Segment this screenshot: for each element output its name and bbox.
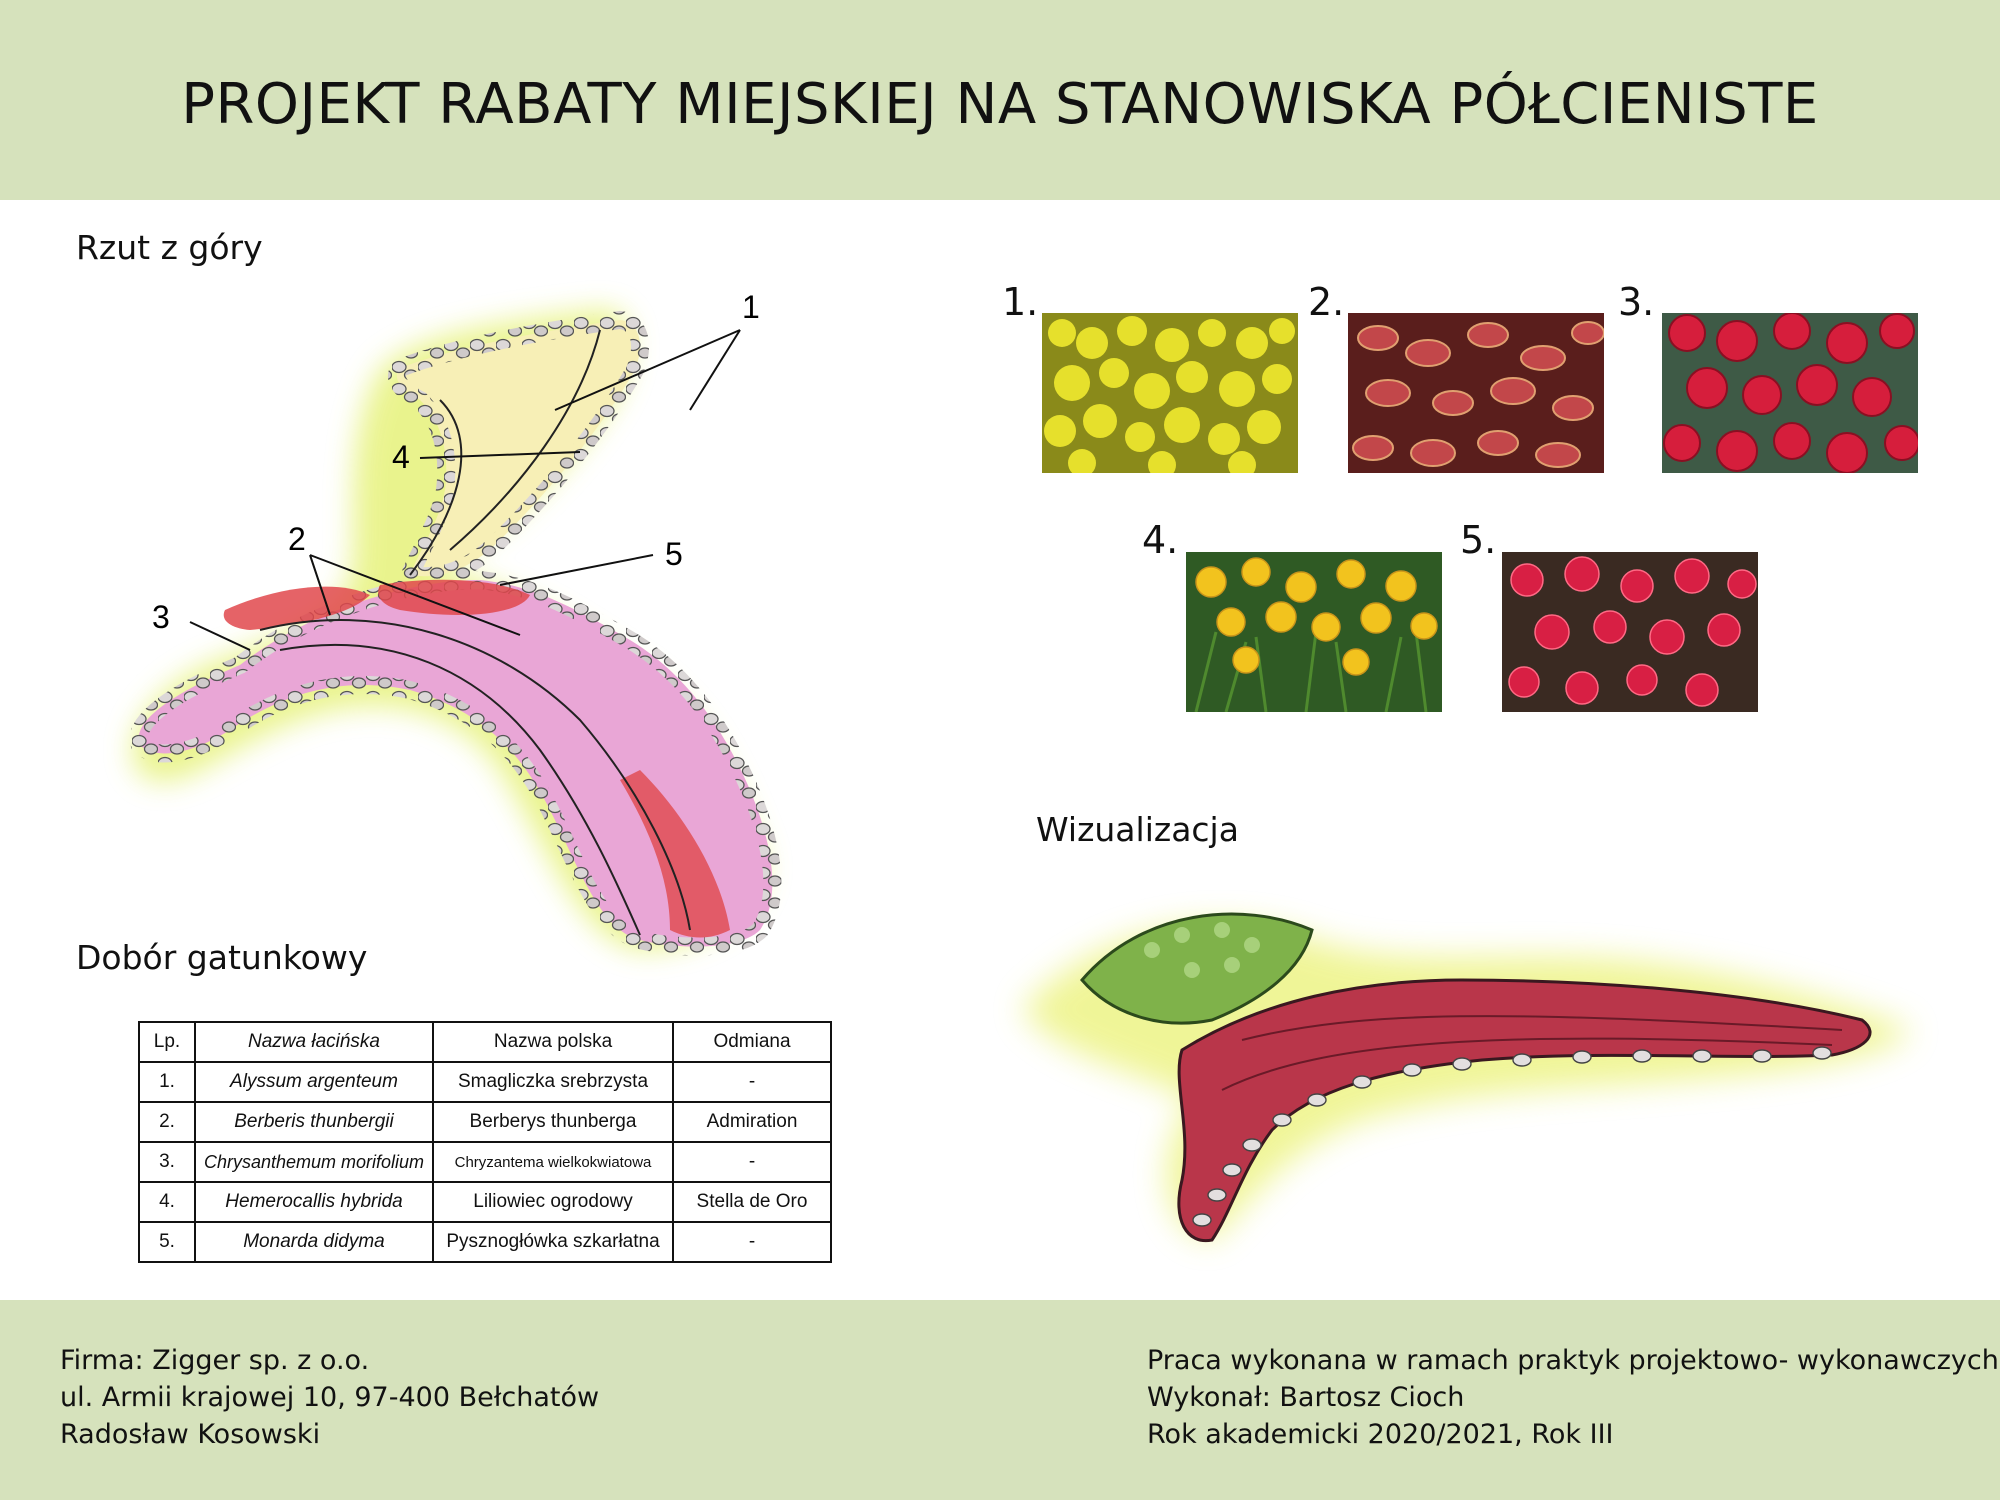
table-cell: Smagliczka srebrzysta [433, 1062, 673, 1102]
plan-label-2: 2 [288, 521, 306, 557]
photo-hemerocallis [1186, 552, 1442, 712]
photo-number-2: 2. [1308, 280, 1345, 324]
table-cell: 3. [139, 1142, 195, 1182]
plan-section-label: Rzut z góry [76, 228, 263, 267]
table-row [139, 1182, 831, 1222]
footer-address: ul. Armii krajowej 10, 97-400 Bełchatów [60, 1382, 600, 1413]
table-cell: - [673, 1142, 831, 1182]
page-title: PROJEKT RABATY MIEJSKIEJ NA STANOWISKA PÓŁCIENISTE [181, 72, 1819, 137]
species-section-label: Dobór gatunkowy [76, 938, 368, 977]
table-cell: Liliowiec ogrodowy [433, 1182, 673, 1222]
visualization-section-label: Wizualizacja [1036, 810, 1239, 849]
table-header-row [139, 1022, 831, 1062]
table-header-variety: Odmiana [673, 1022, 831, 1062]
plan-view-drawing [80, 250, 900, 1010]
footer-work-description: Praca wykonana w ramach praktyk projektowo- wykonawczych [1147, 1345, 1999, 1376]
table-cell: - [673, 1222, 831, 1262]
plan-label-4: 4 [392, 439, 410, 475]
footer-author-info [1147, 1342, 1999, 1453]
table-cell: Hemerocallis hybrida [195, 1182, 433, 1222]
table-cell: Admiration [673, 1102, 831, 1142]
photo-number-4: 4. [1142, 518, 1179, 562]
leader-line-1b [690, 330, 740, 410]
plan-label-5: 5 [665, 536, 683, 572]
photo-number-3: 3. [1618, 280, 1655, 324]
header-band [0, 0, 2000, 200]
table-cell: Chrysanthemum morifolium [195, 1142, 433, 1182]
species-table [138, 1021, 832, 1263]
plan-label-3: 3 [152, 599, 170, 635]
leader-line-5 [500, 555, 653, 585]
table-row [139, 1142, 831, 1182]
table-cell: 4. [139, 1182, 195, 1222]
visualization-drawing [982, 860, 1962, 1280]
table-cell: Stella de Oro [673, 1182, 831, 1222]
table-cell: - [673, 1062, 831, 1102]
table-row [139, 1222, 831, 1262]
footer-company: Firma: Zigger sp. z o.o. [60, 1345, 370, 1376]
photo-alyssum [1042, 313, 1298, 473]
table-header-latin: Nazwa łacińska [195, 1022, 433, 1062]
plan-label-1: 1 [742, 289, 760, 325]
table-row [139, 1062, 831, 1102]
table-cell: Berberys thunberga [433, 1102, 673, 1142]
table-cell: Monarda didyma [195, 1222, 433, 1262]
table-cell: Chryzantema wielkokwiatowa [433, 1142, 673, 1182]
photo-number-5: 5. [1460, 518, 1497, 562]
photo-monarda [1502, 552, 1758, 712]
footer-academic-year: Rok akademicki 2020/2021, Rok III [1147, 1419, 1614, 1450]
table-cell: 5. [139, 1222, 195, 1262]
table-cell: Berberis thunbergii [195, 1102, 433, 1142]
footer-author: Wykonał: Bartosz Cioch [1147, 1382, 1465, 1413]
viz-red-arm [1179, 980, 1870, 1241]
table-cell: Pysznogłówka szkarłatna [433, 1222, 673, 1262]
footer-company-info [60, 1342, 599, 1453]
table-cell: 2. [139, 1102, 195, 1142]
table-cell: 1. [139, 1062, 195, 1102]
photo-berberis [1348, 313, 1604, 473]
table-row [139, 1102, 831, 1142]
table-cell: Alyssum argenteum [195, 1062, 433, 1102]
table-header-lp: Lp. [139, 1022, 195, 1062]
photo-chrysanthemum [1662, 313, 1918, 473]
photo-number-1: 1. [1002, 280, 1039, 324]
table-header-polish: Nazwa polska [433, 1022, 673, 1062]
footer-contact-person: Radosław Kosowski [60, 1419, 321, 1450]
